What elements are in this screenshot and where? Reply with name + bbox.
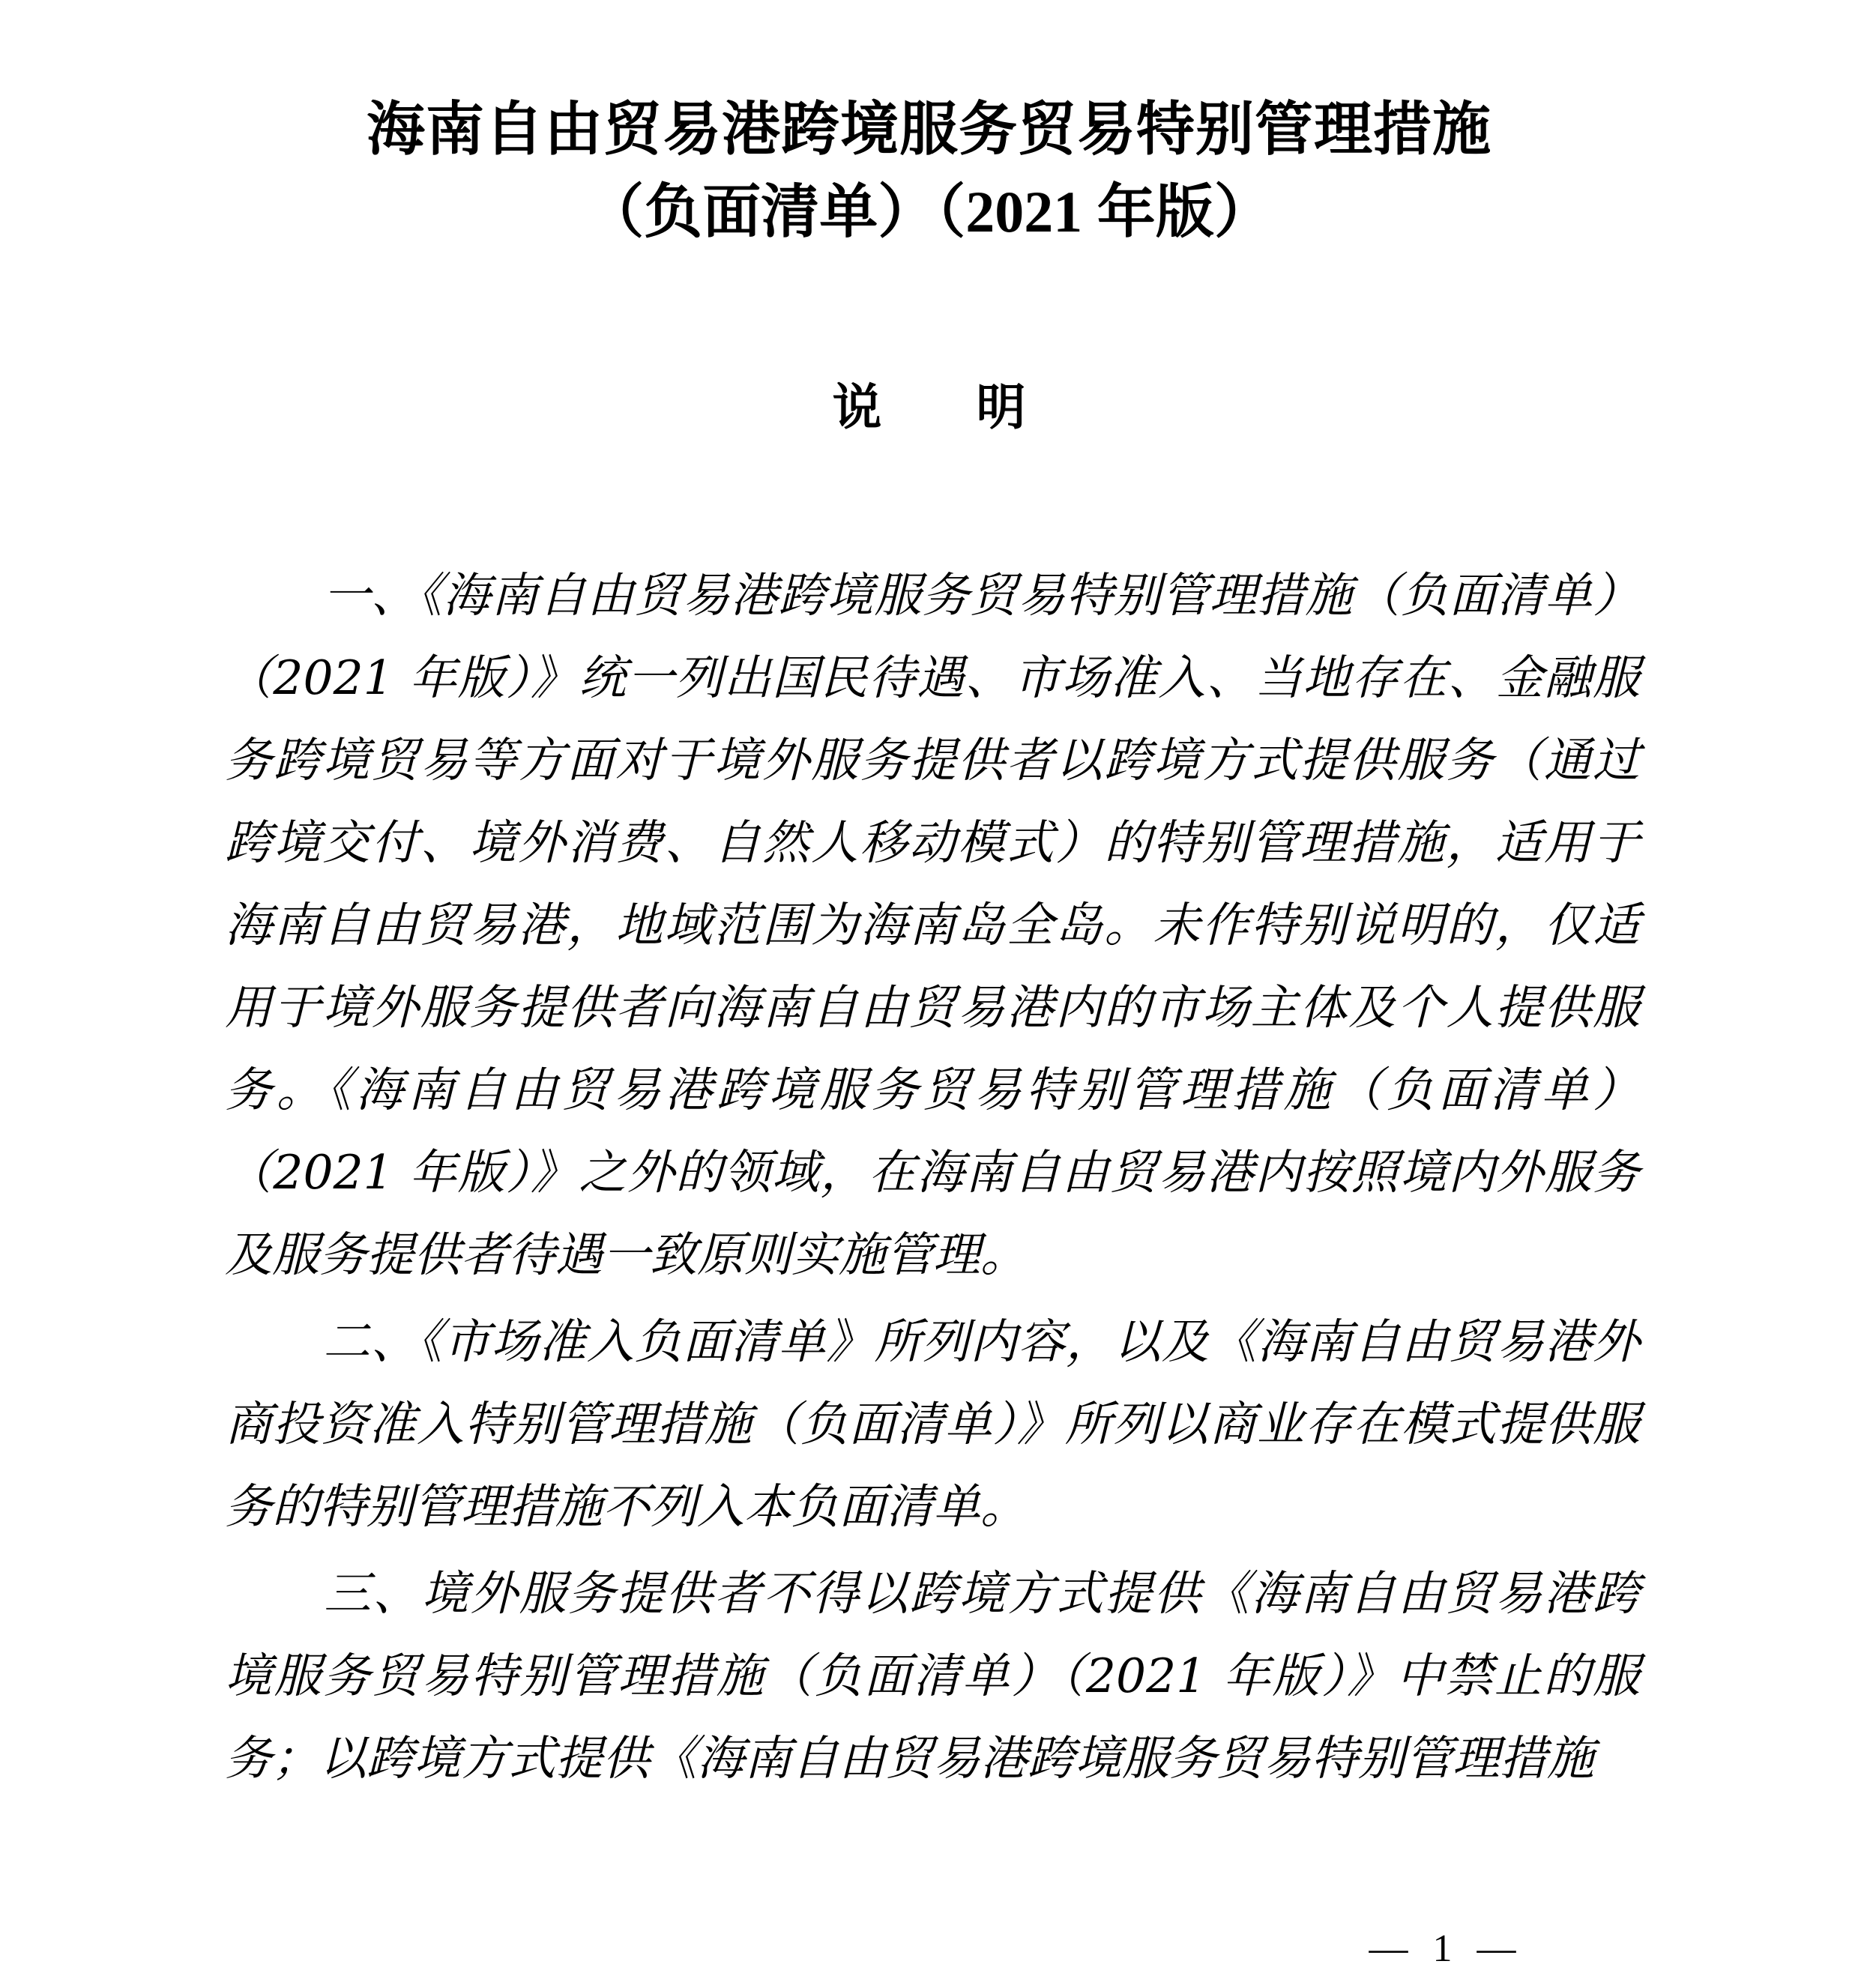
document-title-line-2: （负面清单）（2021 年版） — [585, 179, 1273, 244]
paragraph-item-3 — [225, 1553, 1640, 1800]
page-number: — 1 — — [1369, 1927, 1524, 1970]
document-body — [225, 555, 1640, 1804]
paragraph-text: 二、《市场准入负面清单》所列内容，以及《海南自由贸易港外商投资准入特别管理措施（负面清单）》所列以商业存在模式提供服务的特别管理措施不列入本负面清单。 — [225, 1314, 1640, 1534]
paragraph-text: 三、境外服务提供者不得以跨境方式提供《海南自由贸易港跨境服务贸易特别管理措施（负面清单）（2021 年版）》中禁止的服务；以跨境方式提供《海南自由贸易港跨境服务贸易特别管理措施 — [225, 1566, 1640, 1786]
paragraph-item-1 — [225, 555, 1640, 1296]
paragraph-item-2 — [225, 1301, 1640, 1548]
document-title-line-1: 海南自由贸易港跨境服务贸易特别管理措施 — [366, 97, 1491, 162]
document-title — [0, 88, 1858, 253]
section-heading-explanation: 说 明 — [832, 381, 1049, 435]
paragraph-text: 一、《海南自由贸易港跨境服务贸易特别管理措施（负面清单）（2021 年版）》统一列出国民待遇、市场准入、当地存在、金融服务跨境贸易等方面对于境外服务提供者以跨境方式提供服务（通过跨境交付、境外消费、自然人移动模式）的特别管理措施，适用于海南自由贸易港，地域范围为海南岛全岛。未作特别说明的，仅适用于境外服务提供者向海南自由贸易港内的市场主体及个人提供服务。《海南自由贸易港跨境服务贸易特别管理措施（负面清单）（2021 年版）》之外的领域，在海南自由贸易港内按照境内外服务及服务提供者待遇一致原则实施管理。 — [225, 568, 1640, 1282]
